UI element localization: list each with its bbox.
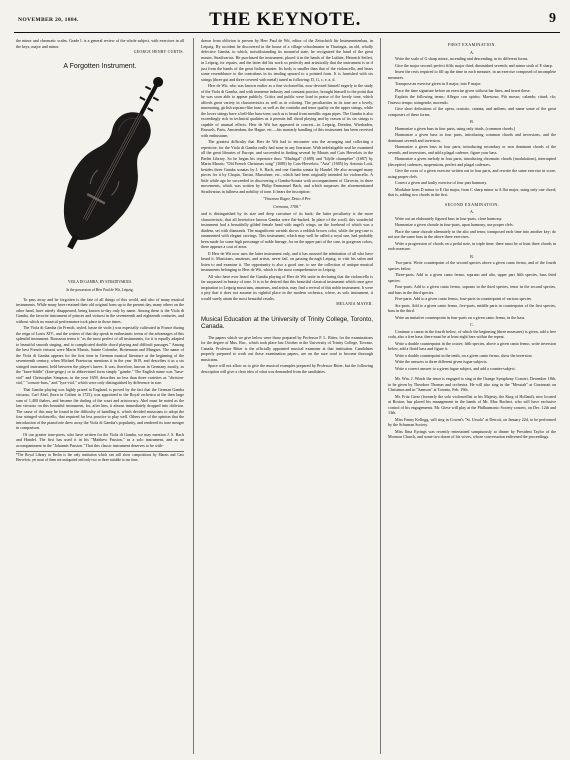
exam-item: Place the same chorale alternately in the alto and tenor, transposed each time into another key; do not use the same bass in the above three exercises. (388, 228, 556, 239)
exam-item: Write the scale of G sharp minor, ascending and descending, in its different forms. (395, 56, 529, 61)
article-paragraph: The papers which we give below were those prepared by Professor F. L. Ritter, for the examinations for the degree of Mus. Bac., which took place last October at the University of Trinity College, Toronto, Canada. Professor Ritter is the officially appointed musical examiner at that institution. Candidates properly prepared to work out these examination papers, are on the sure road to become thorough musicians. (201, 334, 373, 362)
exam-item: Six-parts. Add to a given canto fermo, five-parts, middle parts in counterpoint of the first species, bass in the third. (388, 302, 556, 313)
column-2 (201, 38, 373, 375)
exam-item: Harmonize a given melody in four parts, introducing chromatic chords (modulations), interrupted (deceptive) cadences, suspensions, perfect and plagal cadences. (388, 156, 556, 167)
author-signature: MELANIA MAYER. (336, 302, 373, 306)
news-item: Mr. Fritz Giese (formerly the solo violoncellist to his Majesty, the King of Holland), now located at Boston, has placed his management in the hands of Mr. Max Bachert, who will have exclusive control of his engagements. Mr. Giese will play at the Philharmonic Society concert, on Dec. 12th and 13th. (388, 393, 556, 415)
article-paragraph: drawn from oblivion is proven by Herr Paul de Wit, editor of the Zeitschrift für Instrumentenbau, in Leipzig. By accident he discovered in the house of a village schoolmaster in Thuringia, an old, wholly defective Gamba, to which, notwithstanding its mournful state, he recognized the hand of the great master, Stradivarius. He purchased the instrument, placed it in the hands of the Luthier, Heinrich Seifert, in Leipzig, for repairs, and the latter did his work so perfectly and artistically that the instrument is as if just from the hands of the great Italian master. Its body is smaller than that of the violoncello, and bears some resemblance to the contrabass in its tending upward to a pointed form. It is furnished with six strings (three gut and three covered with metal) tuned as following: D, G, c, e, a, d. (201, 38, 373, 82)
exam-item: Harmonize a given bass in four parts, using only triads, (common chords.) (395, 125, 516, 131)
exam-item: Harmonize a given bass in four parts, introducing secondary or non dominant chords of the seventh, and inversions, and add a plagal cadence, figure your bass. (388, 144, 556, 155)
issue-date: NOVEMBER 20, 1884. (18, 17, 79, 23)
subsection-letter: B. (470, 253, 474, 259)
article-paragraph: and is distinguished by its size and deep curvature of its back; the latter peculiarity is the more characteristic, that all heretofore known Gamba were flat-backed. In place of the scroll, this wonderful instrument had a beautifully gilded female head with angel's wings, on the forehead of which was a diadem, set with diamonds. The magnificent varnish shows a reddish brown color, while the peg-case is ornamented with elegant carvings. This instrument, which may well be called a royal one, had probably been made for some high personage of noble lineage, for on the upper part of the case, in gorgeous colors, there appears a coat of arms. (201, 211, 373, 249)
exam-item: Modulate from D minor to E flat major, from C sharp minor to A flat major, using only one chord; that is, adding two chords in the first. (388, 186, 556, 197)
exam-item: Insert the rests required to fill up the time in each measure, in an exercise composed of incomplete measures. (388, 69, 556, 80)
column-3 (388, 38, 556, 441)
article-paragraph: If Herr de Wit now uses the latter instrument only, and it has aroused the admiration of all who have heard it. Musicians, amateurs, and artists, never fail, on passing through Leipzig, to visit his salon and listen to and examine it. The opportunity is also a good one, to see the collection of antique musical instruments belonging to Herr de Wit, which is the most comprehensive in Leipzig. (201, 250, 373, 272)
exam-item: Five-parts. Add to a given canto fermo, four-parts in counterpoint of various species. (395, 296, 533, 301)
viola-figure (16, 75, 184, 280)
exam-item: Harmonize a given chorale in four-parts, upon harmony, use proper clefs. (395, 222, 514, 227)
exam-item: Write out an elaborately figured bass in four-parts, close harmony. (395, 215, 503, 221)
exam-item: Write a double counterpoint in the tenth, on a given canto fermo, show the inversion. (395, 352, 533, 358)
intro-paragraph: the minor and chromatic scales. Grade I. is a general review of the whole subject, with exercises in all the keys, major and minor. (16, 38, 184, 49)
article-paragraph: To pass away and be forgotten is the fate of all things of this world, and also of many musical instruments. While many have retained their old original form up to the present day, many others on the other hand, have utterly disappeared, being known to-day only by name. Among these is the Viola di Gamba, the favorite instrument of princes and virtuosi in the seventeenth and eighteenth centuries, and without which no musical performance took place in those times. (16, 296, 184, 324)
figure-caption: VIOLA DI GAMBA, BY STRADIVARIUS. (67, 279, 133, 284)
article-paragraph: Of our greater tone-poets, who have written for the Viola di Gamba, we may mention J. S. Bach and Handel. The first has used it in his "Matthew Passion," as a solo instrument, and as an accompaniment in the "Johannis Passion." That this classic instrument deserves to be with- (16, 431, 184, 448)
news-item: Mr. Wm. J. Winch the tenor is engaged to sing at the Orange Symphony Concert, December 18th, to be given by Theodore Thomas and orchestra. He will also sing in the "Messiah" at Cincinnati on Christmas and in "Samson" at Toronto, Feb. 19th. (388, 376, 556, 392)
exam-item: Write the answers to three different given fugue subjects. (395, 359, 488, 364)
exam-item: Transpose an exercise given in A major, into F major. (395, 81, 482, 86)
exam-item: Give the roots of a given exercise written out in four parts, and rewrite the same exercise in score, using proper clefs. (388, 168, 556, 179)
article-paragraph: All who have ever heard the Gamba playing of Herr de Wit unite in declaring that the violoncello is far surpassed in beauty of tone. It is to be desired that this beautiful classical instrument which once gave inspiration to Leipzig musicians, amateurs, and artists, may find a revival of this noble instrument. It were a pity that it does not assume its rightful place in the modern orchestra, where, as solo instrument, it would surely attain the most beautiful results. (201, 273, 373, 301)
subsection-letter: A. (470, 209, 474, 214)
exam-item: Harmonize a given bass in four parts, introducing common chords and inversions, and the dominant seventh and inversion. (388, 132, 556, 143)
column-1 (16, 38, 184, 462)
exam-item: Write an imitative counterpoint in four-parts on a given canto fermo, in the bass. (395, 314, 526, 320)
exam-item: Write a correct answer to a given fugue subject, and add a counter-subject. (395, 365, 516, 371)
article-heading: A Forgotten Instrument. (63, 62, 137, 70)
section-heading: FIRST EXAMINATION. (447, 42, 497, 47)
author-signature: GEORGE HENRY CURTIS. (133, 50, 184, 54)
footnote: *The Royal Library in Berlin is the only institution which can still show compositions by Marais and Caix Hervelois; yet most of them are antiquated and only two or three suitable to our time. (16, 453, 184, 462)
masthead-rule (14, 32, 560, 33)
inscription-line: "Vincenzo Ruger, Detto il Per. (262, 196, 312, 201)
article-paragraph: The Viola di Gamba (in French, styled, basse de viole,) was especially cultivated in France during the reign of Louis XIV., and the writers of that day speak in enthusiastic terms of the advantages of this splendid instrument. Rousseau terms it "as the most perfect of all instruments, for it is equally adapted to beautiful smooth singing, and to complicated double chord playing and difficult passages." Among the best French virtuosi were Marin Marais, Sainte Colombe, Hottemann and Mangars. The name of the Viola di Gamba appears for the first time in German musical literature at the beginning of the seventeenth century, when Michael Praetorius mentions it in the year 1619, and describes it as a six stringed instrument, held between the player's knees. It was, therefore, known in Germany mostly, as the "knee-fiddle" (knie-geige,) or in abbreviated form simply "gambe." The English name was "base-viol" and Christopher Simpson, in the year 1659, describes no less than three varieties as "division-viol," "consort-bass," and "lyra-viol," which were only distinguished by difference in size. (16, 325, 184, 386)
column-divider (193, 38, 194, 754)
exam-item: Four-parts. Add to a given canto fermo, soprano in the third species, tenor in the second species, and bass in the third species. (388, 284, 556, 295)
exam-item: Three-parts. Add to a given canto fermo, soprano and alto, upper part fifth species, bass third species. (388, 272, 556, 283)
article-paragraph: Herr de Wit, who was known earlier as a fine violoncellist, now devoted himself eagerly to the study of the Viola di Gamba, and with immense industry and constant practice, brought himself to the point that he was soon able to appear publicly. Critics and public were loud in praise of the lovely tone, which affords great variety in characteristics as well as in coloring. The peculiarities in its tone are a lovely, murmuring, girlish soprano-like tone, as well as the contralto and tenor quality on the upper strings, while the lower strings have a bell-like bass-tone, such as is heard from metallic organ pipes. The Gamba is also exceedingly rich in technical qualities as it permits full chord playing and by reason of its six strings is capable of unusual effects. Herr de Wit has appeared in concert—in Leipzig, Dresden, Wiesbaden, Brussels, Paris, Amsterdam, the Hague, etc.—his masterly handling of this instrument has been received with enthusiasm. (201, 83, 373, 138)
subsection-letter: C. (470, 322, 474, 327)
exam-item: Write a progression of chords on a pedal note, in triple time; there must be at least three chords in each measure. (388, 240, 556, 251)
exam-item: Give short definitions of the opera, oratorio, cantata, and anthem, and name some of the great composers of these forms. (388, 106, 556, 117)
publication-title: THE KEYNOTE. (209, 9, 361, 30)
exam-item: Give the major second; perfect fifth; major third; diminished seventh; and minor sixth of E sharp. (395, 62, 553, 68)
news-item: Miss Ilma Eyrings was recently entertained sumptuously at dinner by President Taylor of the Mormon Church, and some two dozen of his wives, whose conversation enlivened the proceedings. (388, 428, 556, 439)
inscription-line: Cremona, 1708." (273, 203, 301, 209)
exam-item: Place the time signature before an exercise given without bar lines, and insert these. (395, 87, 531, 93)
masthead (0, 0, 570, 38)
article-paragraph: The greatest difficulty that Herr de Wit had to encounter was the arranging and collecting a repertoire, for the Viola di Gamba really had none in any literature. With indefatigable zeal he examined all the great libraries of Europe, and succeeded in finding several by Marais and Caix Hervelois in the Berlin Library. So he began his repertoire thus: "Madrigal" (1689) and "Idylle champêtre" (1687) by Marin Marais; "Old French Christmas song" (1680) by Caix-Hervelois; "Aria" (1685) by Antonio Lotti, besides three Gamba sonatas by J. S. Bach, and one Gamba sonata by Handel. He also arranged many pieces for it by Chopin, Tartini, Marschner, etc., which had been originally intended for violoncello. A little while ago he succeeded in discovering a Gamba-Sonata with accompaniment of Clavecin, in three movements, which was written by Philip Emmanuel Bach, and which surpasses the aforementioned Stradivarius in fullness and nobility of tone. It bears the inscription: (201, 139, 373, 194)
figure-caption-sub: In the possession of Herr Paul de Wit, Leipzig. (66, 288, 134, 293)
exam-item: Explain the following terms: Allegro con spirito; Maestoso; Più mosso; calando; ritard; rfz; l'istesso tempo; stringendo; morendo. (388, 94, 556, 105)
article-paragraph: Space will not allow us to give the musical examples prepared by Professor Ritter, but the following description will give a clear idea of what was demanded from the candidates. (201, 363, 373, 374)
news-item: Miss Fanny Kellogg, will sing in Cowen's "St. Ursula" at Detroit, on January 22d, to be performed by the Schuman Society. (388, 416, 556, 427)
article-heading: Musical Education at the University of Trinity College, Toronto, Canada. (201, 315, 373, 330)
page-number: 9 (549, 11, 556, 26)
viola-di-gamba-illustration (46, 75, 166, 280)
subsection-letter: A. (470, 49, 474, 55)
exam-item: Continue a canon in the fourth below, of which the beginning (three measures) is given, add a free coda, also a free bass; there must be at least eight bars within the repeat. (388, 328, 556, 339)
section-heading: SECOND EXAMINATION. (444, 201, 500, 207)
article-paragraph: That Gamba playing was highly prized in England, is proved by the fact that the German Gamba virtuoso, Carl Abel, (born in Cothen in 1725), was appointed to the Royal orchestra at the then large sum of 1,400 thalers, and became the darling of the court and aristocracy. Abel must be noted as the last virtuoso on this beautiful instrument, for, after him, it almost immediately dropped into oblivion. The cause of this may be found in the difficulty of handling it, which decided musicians to adopt the four stringed violoncello, that required far less practice to play well. Others are of the opinion that the introduction of the pianoforte drew away the Viola di Gamba's popularity, and rendered its tone meagre in comparison. (16, 386, 184, 431)
exam-item: Correct a given and faulty exercise of four part harmony. (395, 180, 488, 185)
column-divider (380, 38, 381, 754)
exam-item: Two-parts. Write counterpoint of the second species above a given canto fermo, and of the fourth species below. (388, 260, 556, 271)
exam-item: Write a double counterpoint in the octave, fifth species, above a given canto fermo, write inversion below, add a florid bass and figure it. (388, 340, 556, 351)
subsection-letter: B. (470, 119, 474, 124)
